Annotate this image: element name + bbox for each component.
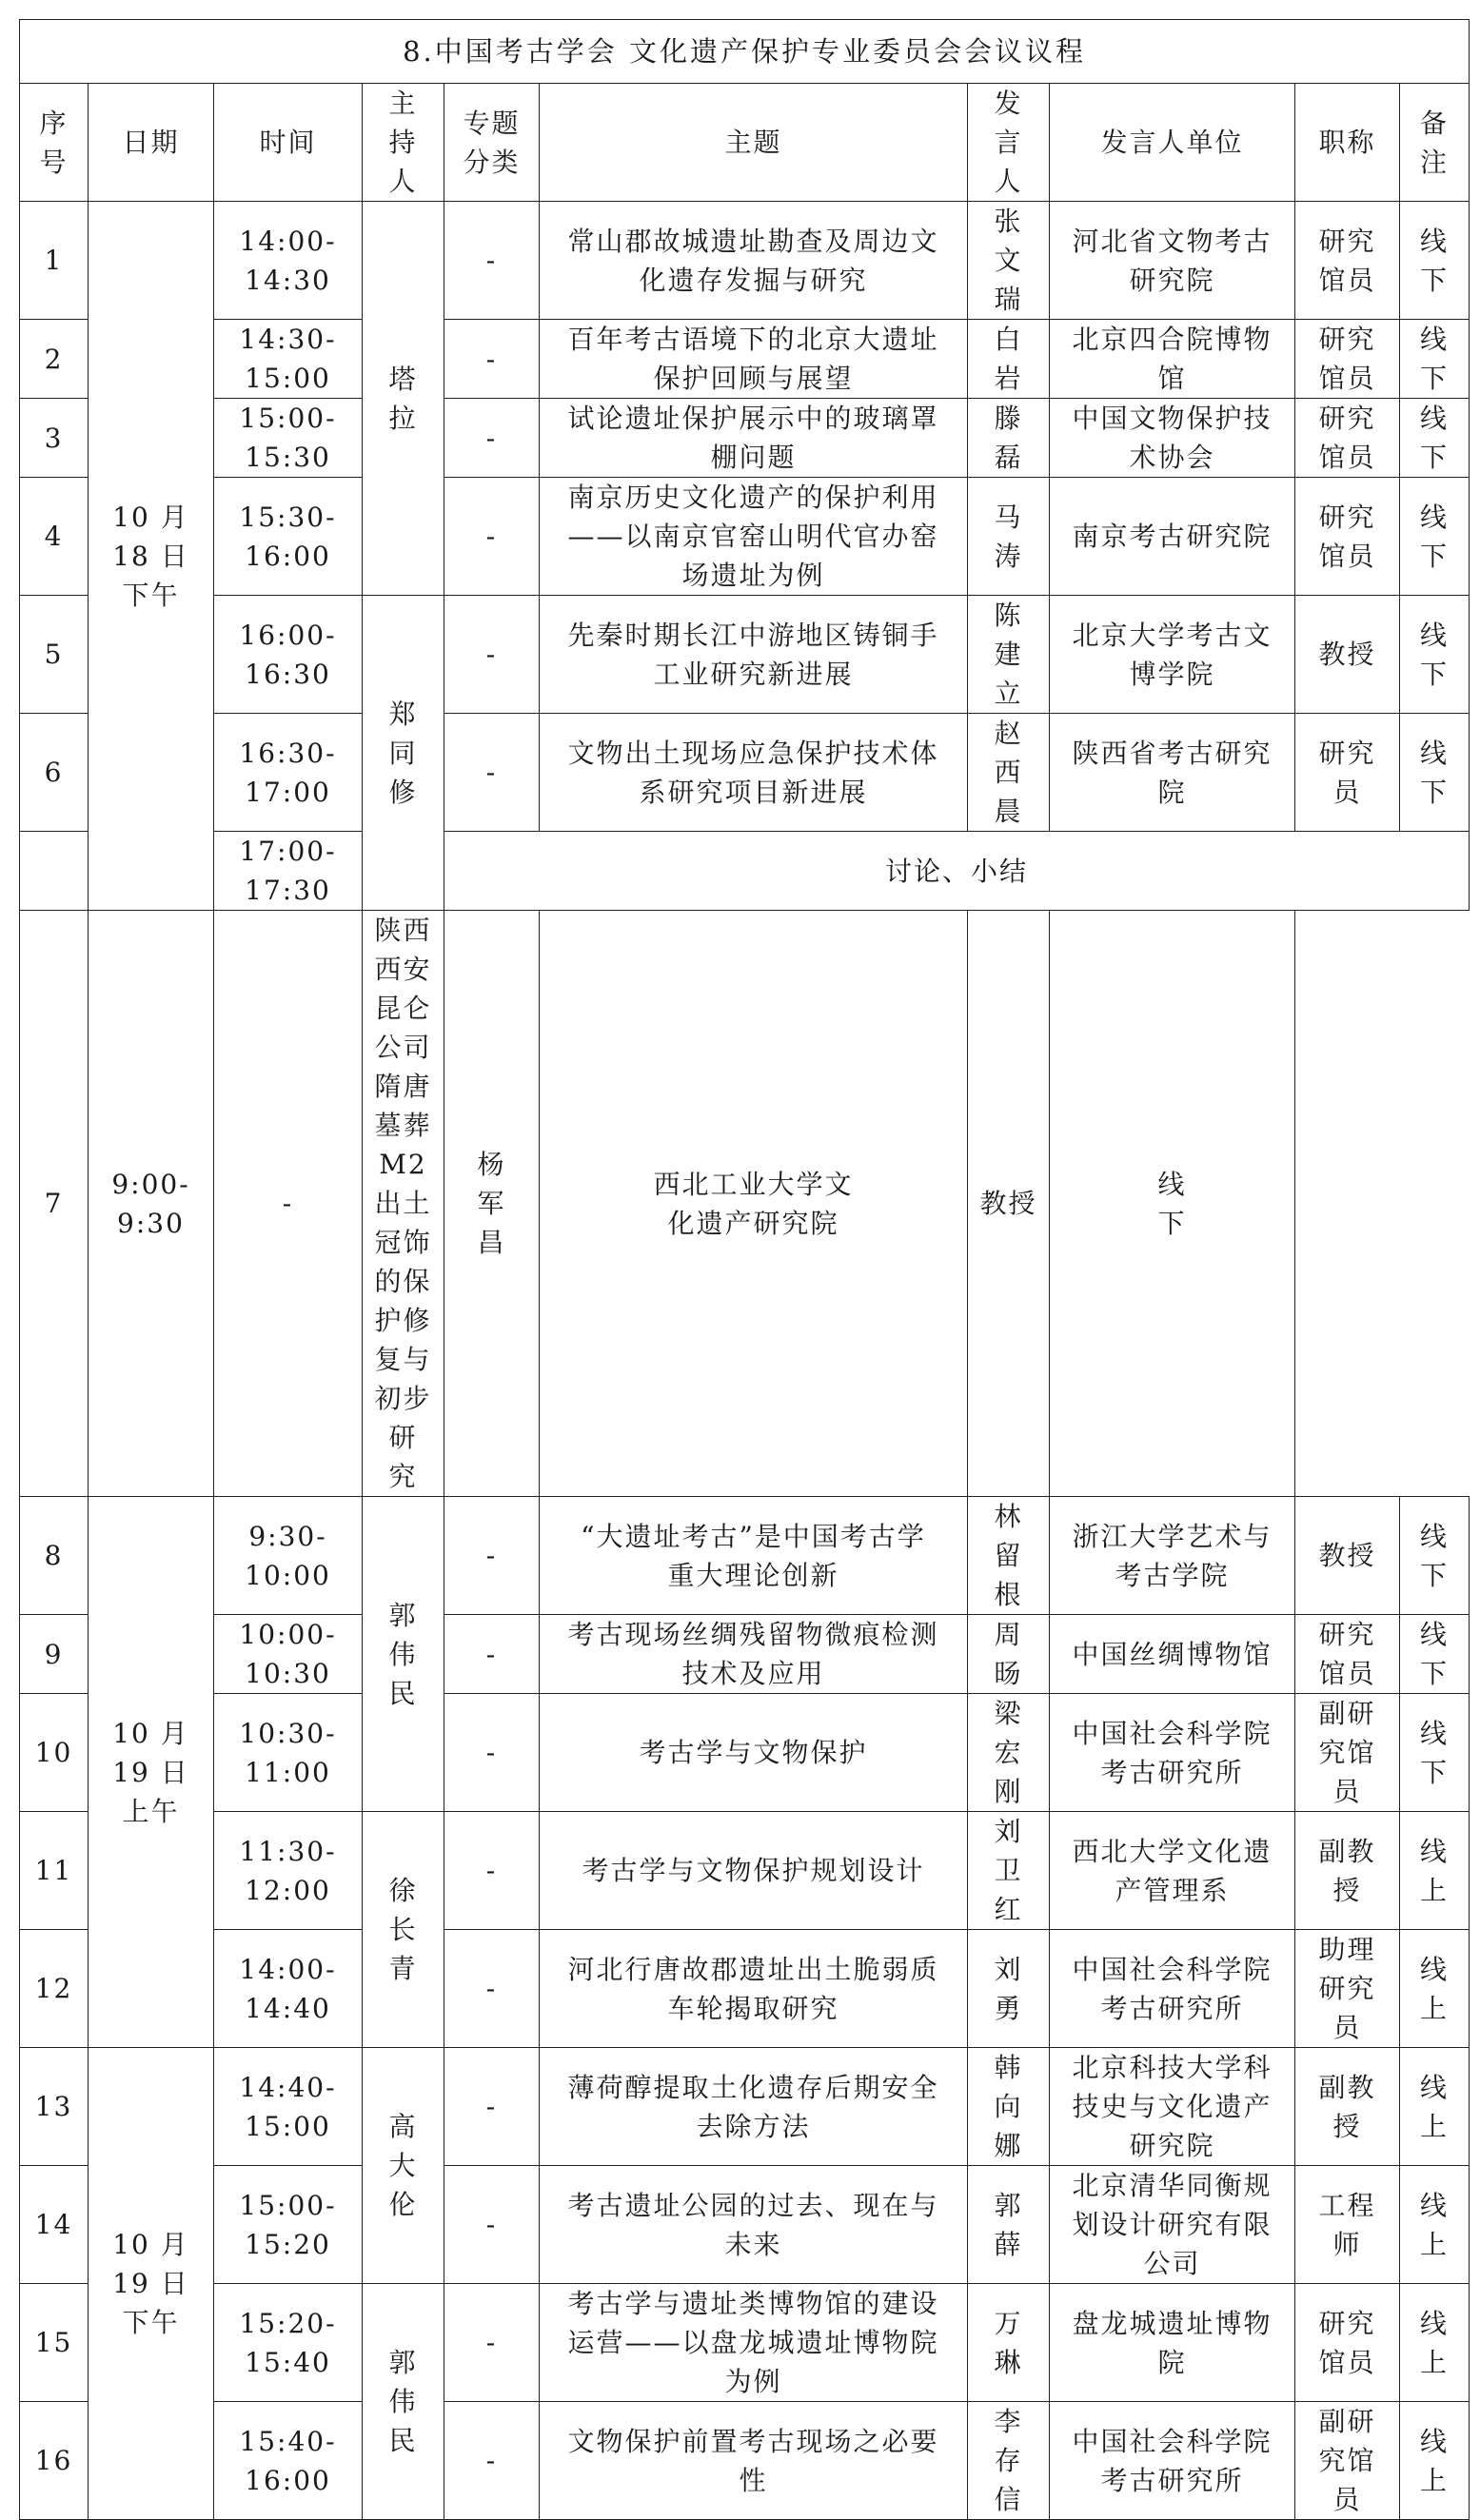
- speaker-cell: 李 存 信: [968, 2402, 1050, 2520]
- table-row: [20, 478, 1470, 596]
- topic-cell: 文物保护前置考古现场之必要 性: [540, 2402, 968, 2520]
- topic-cell: 百年考古语境下的北京大遗址 保护回顾与展望: [540, 320, 968, 399]
- time-cell: 11:30- 12:00: [214, 1812, 363, 1930]
- agenda-title: 8.中国考古学会 文化遗产保护专业委员会会议议程: [20, 20, 1470, 84]
- note-cell: 线 下: [1400, 714, 1470, 832]
- seq-cell: 11: [20, 1812, 89, 1930]
- time-cell: 14:00- 14:40: [214, 1930, 363, 2048]
- note-cell: 线 下: [1400, 320, 1470, 399]
- header-date: 日期: [89, 84, 214, 202]
- time-cell: 14:40- 15:00: [214, 2048, 363, 2166]
- position-cell: 教授: [968, 911, 1050, 1497]
- topic-cell: “大遗址考古”是中国考古学 重大理论创新: [540, 1497, 968, 1615]
- position-cell: 助理 研究 员: [1295, 1930, 1400, 2048]
- seq-cell: 15: [20, 2284, 89, 2402]
- note-cell: 线 上: [1400, 1812, 1470, 1930]
- speaker-cell: 滕 磊: [968, 399, 1050, 478]
- unit-cell: 北京科技大学科 技史与文化遗产 研究院: [1050, 2048, 1295, 2166]
- table-row: [20, 2166, 1470, 2284]
- note-cell: 线 下: [1400, 399, 1470, 478]
- note-cell: 线 上: [1400, 2166, 1470, 2284]
- category-cell: -: [444, 1615, 540, 1694]
- position-cell: 研究 馆员: [1295, 202, 1400, 320]
- position-cell: 研究 馆员: [1295, 399, 1400, 478]
- position-cell: 研究 员: [1295, 714, 1400, 832]
- topic-cell: 河北行唐故郡遗址出土脆弱质 车轮揭取研究: [540, 1930, 968, 2048]
- note-cell: 线 下: [1400, 1694, 1470, 1812]
- agenda-sheet: [19, 19, 1470, 2520]
- host-cell-gao-dalun: 高 大 伦: [363, 2048, 444, 2284]
- unit-cell: 浙江大学艺术与 考古学院: [1050, 1497, 1295, 1615]
- topic-cell: 陕西西安昆仑公司隋唐墓葬 M2 出土冠饰的保护修复与初步研 究: [363, 911, 444, 1497]
- time-cell: 15:20- 15:40: [214, 2284, 363, 2402]
- note-cell: 线 下: [1400, 1497, 1470, 1615]
- discussion-row: [20, 832, 1470, 911]
- seq-cell: 9: [20, 1615, 89, 1694]
- unit-cell: 北京四合院博物 馆: [1050, 320, 1295, 399]
- unit-cell: 中国社会科学院 考古研究所: [1050, 1930, 1295, 2048]
- note-cell: 线 下: [1400, 478, 1470, 596]
- category-cell: -: [214, 911, 363, 1497]
- unit-cell: 南京考古研究院: [1050, 478, 1295, 596]
- header-speaker: 发 言 人: [968, 84, 1050, 202]
- unit-cell: 西北大学文化遗 产管理系: [1050, 1812, 1295, 1930]
- header-category: 专题 分类: [444, 84, 540, 202]
- topic-cell: 考古学与文物保护: [540, 1694, 968, 1812]
- table-row: [20, 399, 1470, 478]
- speaker-cell: 梁 宏 刚: [968, 1694, 1050, 1812]
- header-seq: 序 号: [20, 84, 89, 202]
- seq-cell: 8: [20, 1497, 89, 1615]
- time-cell: 16:30- 17:00: [214, 714, 363, 832]
- speaker-cell: 杨 军 昌: [444, 911, 540, 1497]
- time-cell: 16:00- 16:30: [214, 596, 363, 714]
- position-cell: 教授: [1295, 596, 1400, 714]
- topic-cell: 南京历史文化遗产的保护利用 ——以南京官窑山明代官办窑 场遗址为例: [540, 478, 968, 596]
- unit-cell: 北京大学考古文 博学院: [1050, 596, 1295, 714]
- speaker-cell: 刘 卫 红: [968, 1812, 1050, 1930]
- position-cell: 研究 馆员: [1295, 320, 1400, 399]
- speaker-cell: 周 旸: [968, 1615, 1050, 1694]
- position-cell: 副研 究馆 员: [1295, 1694, 1400, 1812]
- position-cell: 教授: [1295, 1497, 1400, 1615]
- speaker-cell: 张 文 瑞: [968, 202, 1050, 320]
- time-cell: 15:00- 15:30: [214, 399, 363, 478]
- note-cell: 线 下: [1400, 1615, 1470, 1694]
- date-cell-oct19-pm: 10 月 19 日 下午: [89, 2048, 214, 2520]
- time-cell: 10:30- 11:00: [214, 1694, 363, 1812]
- host-cell-guo-weimin: 郭 伟 民: [363, 1497, 444, 1812]
- header-unit: 发言人单位: [1050, 84, 1295, 202]
- header-row: [20, 84, 1470, 202]
- seq-cell: 4: [20, 478, 89, 596]
- unit-cell: 北京清华同衡规 划设计研究有限 公司: [1050, 2166, 1295, 2284]
- note-cell: 线 上: [1400, 2048, 1470, 2166]
- category-cell: -: [444, 714, 540, 832]
- seq-cell-empty: [20, 832, 89, 911]
- header-position: 职称: [1295, 84, 1400, 202]
- seq-cell: 6: [20, 714, 89, 832]
- seq-cell: 10: [20, 1694, 89, 1812]
- unit-cell: 盘龙城遗址博物 院: [1050, 2284, 1295, 2402]
- position-cell: 研究 馆员: [1295, 478, 1400, 596]
- unit-cell: 河北省文物考古 研究院: [1050, 202, 1295, 320]
- seq-cell: 1: [20, 202, 89, 320]
- speaker-cell: 陈 建 立: [968, 596, 1050, 714]
- category-cell: -: [444, 320, 540, 399]
- note-cell: 线 上: [1400, 1930, 1470, 2048]
- category-cell: -: [444, 1694, 540, 1812]
- topic-cell: 薄荷醇提取土化遗存后期安全 去除方法: [540, 2048, 968, 2166]
- seq-cell: 5: [20, 596, 89, 714]
- category-cell: -: [444, 2048, 540, 2166]
- time-cell: 10:00- 10:30: [214, 1615, 363, 1694]
- category-cell: -: [444, 2402, 540, 2520]
- table-row: [20, 1497, 1470, 1615]
- table-row: [20, 1812, 1470, 1930]
- position-cell: 研究 馆员: [1295, 1615, 1400, 1694]
- table-row: [20, 596, 1470, 714]
- category-cell: -: [444, 596, 540, 714]
- seq-cell: 3: [20, 399, 89, 478]
- date-cell-oct18-pm: 10 月 18 日 下午: [89, 202, 214, 911]
- note-cell: 线 上: [1400, 2284, 1470, 2402]
- note-cell: 线 上: [1400, 2402, 1470, 2520]
- time-cell: 15:00- 15:20: [214, 2166, 363, 2284]
- category-cell: -: [444, 2166, 540, 2284]
- header-note: 备 注: [1400, 84, 1470, 202]
- table-row: [20, 1615, 1470, 1694]
- table-row: [20, 1694, 1470, 1812]
- category-cell: -: [444, 1812, 540, 1930]
- topic-cell: 常山郡故城遗址勘查及周边文 化遗存发掘与研究: [540, 202, 968, 320]
- time-cell: 9:30- 10:00: [214, 1497, 363, 1615]
- table-row: [20, 2402, 1470, 2520]
- table-row: [20, 2284, 1470, 2402]
- category-cell: -: [444, 202, 540, 320]
- speaker-cell: 赵 西 晨: [968, 714, 1050, 832]
- time-cell: 15:40- 16:00: [214, 2402, 363, 2520]
- host-cell-xu-changqing: 徐 长 青: [363, 1812, 444, 2048]
- seq-cell: 12: [20, 1930, 89, 2048]
- unit-cell: 中国社会科学院 考古研究所: [1050, 2402, 1295, 2520]
- unit-cell: 中国丝绸博物馆: [1050, 1615, 1295, 1694]
- unit-cell: 西北工业大学文 化遗产研究院: [540, 911, 968, 1497]
- time-cell: 15:30- 16:00: [214, 478, 363, 596]
- position-cell: 副教 授: [1295, 1812, 1400, 1930]
- agenda-table: [19, 19, 1470, 2520]
- category-cell: -: [444, 399, 540, 478]
- seq-cell: 16: [20, 2402, 89, 2520]
- topic-cell: 先秦时期长江中游地区铸铜手 工业研究新进展: [540, 596, 968, 714]
- speaker-cell: 万 琳: [968, 2284, 1050, 2402]
- speaker-cell: 白 岩: [968, 320, 1050, 399]
- position-cell: 副教 授: [1295, 2048, 1400, 2166]
- host-cell-tala: 塔 拉: [363, 202, 444, 596]
- speaker-cell: 马 涛: [968, 478, 1050, 596]
- seq-cell: 14: [20, 2166, 89, 2284]
- note-cell: 线 下: [1400, 202, 1470, 320]
- category-cell: -: [444, 1930, 540, 2048]
- table-row: [20, 714, 1470, 832]
- header-topic: 主题: [540, 84, 968, 202]
- table-row: [20, 202, 1470, 320]
- topic-cell: 考古遗址公园的过去、现在与 未来: [540, 2166, 968, 2284]
- unit-cell: 中国文物保护技 术协会: [1050, 399, 1295, 478]
- seq-cell: 7: [20, 911, 89, 1497]
- category-cell: -: [444, 1497, 540, 1615]
- unit-cell: 陕西省考古研究 院: [1050, 714, 1295, 832]
- note-cell: 线 下: [1400, 596, 1470, 714]
- topic-cell: 试论遗址保护展示中的玻璃罩 棚问题: [540, 399, 968, 478]
- discussion-time-cell: 17:00- 17:30: [214, 832, 363, 911]
- time-cell: 14:30- 15:00: [214, 320, 363, 399]
- seq-cell: 2: [20, 320, 89, 399]
- table-row: [20, 2048, 1470, 2166]
- topic-cell: 考古现场丝绸残留物微痕检测 技术及应用: [540, 1615, 968, 1694]
- speaker-cell: 郭 薛: [968, 2166, 1050, 2284]
- category-cell: -: [444, 478, 540, 596]
- speaker-cell: 林 留 根: [968, 1497, 1050, 1615]
- note-cell: 线 下: [1050, 911, 1295, 1497]
- table-row: [20, 320, 1470, 399]
- time-cell: 14:00- 14:30: [214, 202, 363, 320]
- table-row: [20, 911, 1470, 1497]
- unit-cell: 中国社会科学院 考古研究所: [1050, 1694, 1295, 1812]
- discussion-text-cell: 讨论、小结: [444, 832, 1470, 911]
- host-cell-guo-weimin-2: 郭 伟 民: [363, 2284, 444, 2520]
- position-cell: 副研 究馆 员: [1295, 2402, 1400, 2520]
- speaker-cell: 韩 向 娜: [968, 2048, 1050, 2166]
- table-row: [20, 1930, 1470, 2048]
- category-cell: -: [444, 2284, 540, 2402]
- position-cell: 研究 馆员: [1295, 2284, 1400, 2402]
- position-cell: 工程 师: [1295, 2166, 1400, 2284]
- topic-cell: 文物出土现场应急保护技术体 系研究项目新进展: [540, 714, 968, 832]
- topic-cell: 考古学与文物保护规划设计: [540, 1812, 968, 1930]
- speaker-cell: 刘 勇: [968, 1930, 1050, 2048]
- host-cell-zheng-tongxiu: 郑 同 修: [363, 596, 444, 911]
- header-host: 主 持 人: [363, 84, 444, 202]
- seq-cell: 13: [20, 2048, 89, 2166]
- topic-cell: 考古学与遗址类博物馆的建设 运营——以盘龙城遗址博物院 为例: [540, 2284, 968, 2402]
- date-cell-oct19-am: 10 月 19 日 上午: [89, 1497, 214, 2048]
- header-time: 时间: [214, 84, 363, 202]
- time-cell: 9:00- 9:30: [89, 911, 214, 1497]
